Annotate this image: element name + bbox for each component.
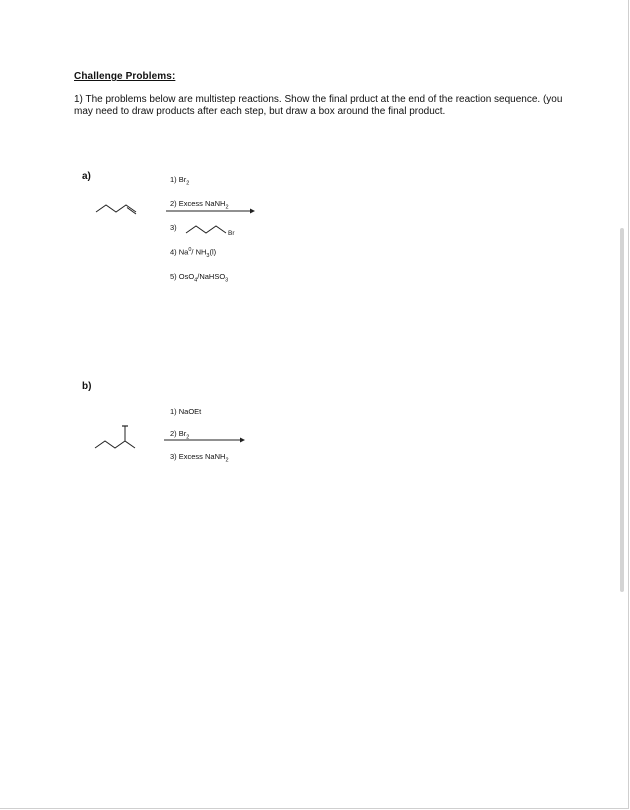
problem-b-label: b) [82,381,92,392]
reaction-arrow-b [164,436,246,444]
reagent-a-5: 5) OsO$_4$/NaHSO$_3$ [170,272,229,284]
reagent-a-3: 3) [170,223,177,232]
vertical-scrollbar[interactable] [620,228,624,592]
alkene-structure-a [96,198,146,216]
reagent-a-2: 2) Excess NaNH$_2$ [170,199,229,211]
reagent-b-3: 3) Excess NaNH$_2$ [170,452,229,464]
reaction-arrow-a [166,207,256,215]
reagent-b-1: 1) NaOEt [170,407,202,416]
reagent-a-4: 4) Na$^0$/ $NH_3(l)$ [170,247,217,259]
problem-a-label: a) [82,171,91,182]
page-heading: Challenge Problems: [74,71,176,82]
instructions-text: 1) The problems below are multistep reactions. Show the final prduct at the end of the reaction sequence. (you may need to draw products after each step, but draw a box around the final product. [74,94,563,117]
bromine-label: Br [228,230,235,237]
reagent-b-2: 2) $Br_2$ [170,429,190,441]
reagent-a-1: 1) $Br_2$ [170,175,190,187]
alkyl-bromide-structure [186,223,231,235]
alkyl-halide-structure-b [95,424,145,452]
